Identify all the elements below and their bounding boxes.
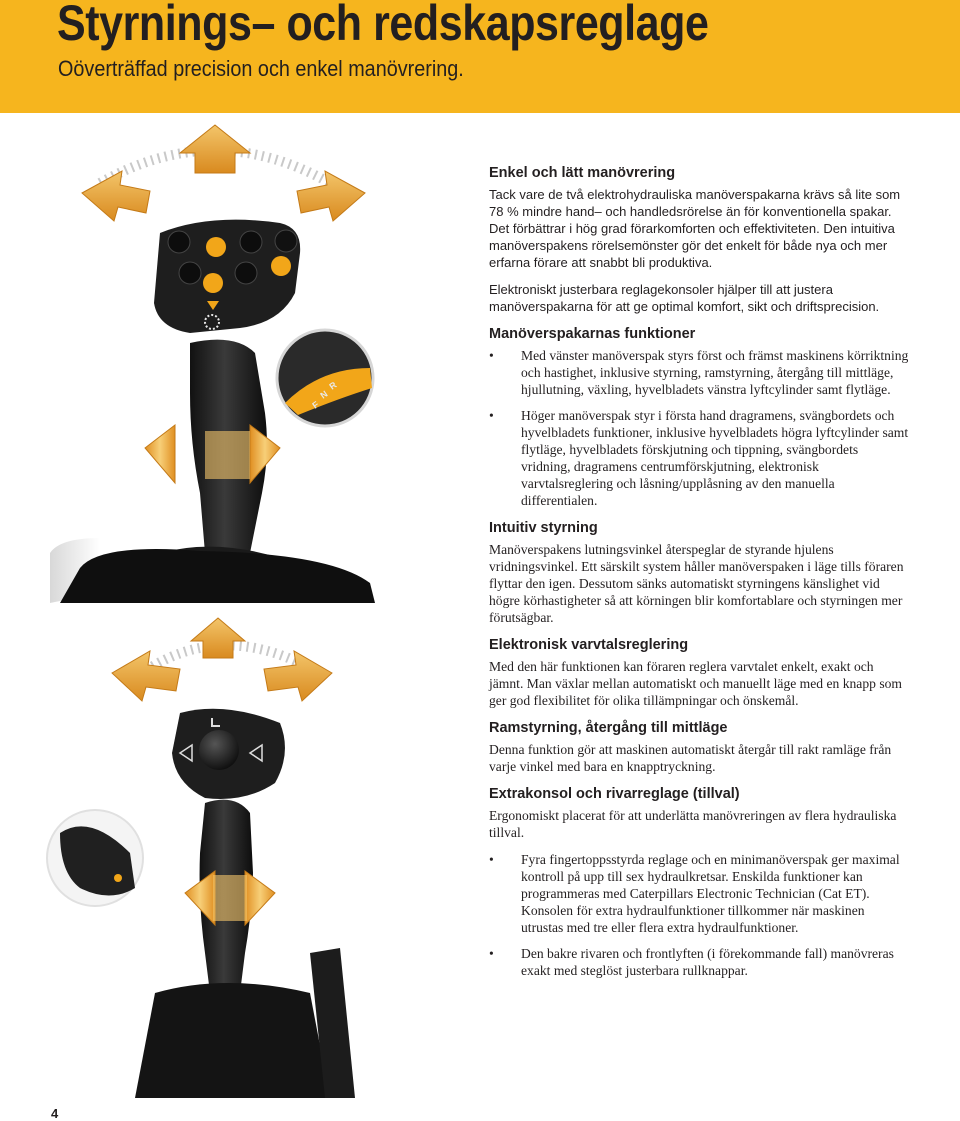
section-paragraph: Denna funktion gör att maskinen automatiskt återgår till rakt ramläge från varje vinkel med bara en knapptryckning.	[489, 742, 892, 774]
button-icon	[240, 231, 262, 253]
list-item: • Höger manöverspak styr i första hand dragramens, svängbordets och hyvelbladets funktioner, inklusive hyvelbladets högra lyftcylinder samt flytläge, hyvelbladets förskjutning och tippning, svängbordets vridning, dragramens centrumförskjutning, elektronisk varvtalsreglering och låsning/upplåsning av den manuella differentialen.	[489, 408, 909, 508]
mini-joystick-knob-icon	[199, 730, 239, 770]
bottom-joystick-photo	[47, 618, 355, 1098]
bullet-list	[489, 347, 909, 509]
section-heading: Enkel och lätt manövrering	[489, 165, 676, 181]
shift-letter-r: R	[327, 379, 339, 392]
rotate-left-arrow-icon	[145, 425, 175, 483]
section-paragraph: Tack vare de två elektrohydrauliska manöverspakarna krävs så lite som 78 % mindre hand– och handledsrörelse än för konventionella spakar. Det förbättrar i hög grad förarkomforten och effektiviteten. Den intuitiva manöverspakens rörelsemönster gör det enkelt för både nya och mer erfarna förare att snabbt bli produktiva.	[489, 187, 901, 270]
button-icon	[235, 262, 257, 284]
page-number: 4	[51, 1106, 59, 1121]
section-paragraph: Ergonomiskt placerat för att underlätta manövreringen av flera hydrauliska tillval.	[489, 808, 897, 840]
bullet-list	[489, 851, 909, 979]
top-joystick-photo	[50, 125, 375, 603]
section-heading: Ramstyrning, återgång till mittläge	[489, 720, 728, 736]
joystick-illustration	[40, 113, 485, 1098]
button-icon	[275, 230, 297, 252]
list-item-text: Den bakre rivaren och frontlyften (i förekommande fall) manövreras exakt med steglöst justerbara rullknappar.	[521, 946, 894, 978]
section-paragraph: Manöverspakens lutningsvinkel återspeglar de styrande hjulens vridningsvinkel. Ett särskilt system håller manöverspaken i läge tills föraren flyttar den igen. Dessutom sänks automatiskt styrningens känslighet vid högre körhastigheter så att körningen blir komfortablare och styrningen mer förutsägbar.	[489, 542, 904, 625]
header-band	[0, 0, 960, 113]
left-arrow-icon	[82, 171, 150, 221]
section-heading: Elektronisk varvtalsreglering	[489, 637, 689, 653]
list-item-text: Fyra fingertoppsstyrda reglage och en minimanöverspak ger maximal kontroll på upp till sex hydraulkretsar. Enskilda funktioner kan programmeras med Caterpillars Electronic Technician (Cat ET). Konsolen för extra hydraulfunktioner tillkommer när maskinen utrustas med tre eller flera extra hydraulfunktioner.	[521, 852, 900, 935]
list-item: • Den bakre rivaren och frontlyften (i förekommande fall) manövreras exakt med steglöst justerbara rullknappar.	[489, 946, 894, 978]
orange-button-icon	[203, 273, 223, 293]
orange-button-icon	[206, 237, 226, 257]
text-column	[489, 164, 909, 989]
shift-letter-n: N	[318, 388, 330, 401]
section-heading: Manöverspakarnas funktioner	[489, 326, 696, 342]
list-item: • Med vänster manöverspak styrs först och främst maskinens körriktning och hastighet, inklusive styrning, ramstyrning, återgång till mittläge, hjullutning, växling, hyvelbladets vänstra lyftcylinder samt flytläge.	[489, 348, 909, 397]
list-item: • Fyra fingertoppsstyrda reglage och en minimanöverspak ger maximal kontroll på upp till sex hydraulkretsar. Enskilda funktioner kan programmeras med Caterpillars Electronic Technician (Cat ET). Konsolen för extra hydraulfunktioner tillkommer när maskinen utrustas med tre eller flera extra hydraulfunktioner.	[489, 852, 900, 935]
button-icon	[179, 262, 201, 284]
page-subtitle: Oöverträffad precision och enkel manövrering.	[58, 56, 464, 81]
section-paragraph: Elektroniskt justerbara reglagekonsoler hjälper till att justera manöverspakarna för att ge optimal komfort, sikt och driftsprecision.	[489, 282, 880, 314]
shift-letter-f: F	[310, 399, 321, 411]
list-item-text: Med vänster manöverspak styrs först och främst maskinens körriktning och hastighet, inklusive styrning, ramstyrning, återgång till mittläge, hjullutning, växling, hyvelbladets vänstra lyftcylinder samt flytläge.	[521, 348, 909, 397]
page-title: Styrnings– och redskapsreglage	[57, 0, 709, 51]
rotate-right-arrow-icon	[245, 871, 275, 925]
up-arrow-icon	[180, 125, 250, 173]
button-icon	[168, 231, 190, 253]
section-heading: Extrakonsol och rivarreglage (tillval)	[489, 786, 740, 802]
list-item-text: Höger manöverspak styr i första hand dragramens, svängbordets och hyvelbladets funktioner, inklusive hyvelbladets högra lyftcylinder samt flytläge, hyvelbladets förskjutning och tippning, svängbordets vridning, dragramens centrumförskjutning, elektronisk varvtalsreglering och låsning/upplåsning av den manuella differentialen.	[521, 408, 909, 508]
section-paragraph: Med den här funktionen kan föraren reglera varvtalet enkelt, exakt och jämnt. Man växlar mellan automatiskt och manuellt läge med en knapp som ger god flexibilitet för olika tillämpningar och önskemål.	[489, 659, 902, 708]
orange-button-icon	[271, 256, 291, 276]
right-arrow-icon	[264, 651, 332, 701]
left-arrow-icon	[112, 651, 180, 701]
joystick-photos	[40, 113, 485, 1098]
section-heading: Intuitiv styrning	[489, 520, 598, 536]
right-arrow-icon	[297, 171, 365, 221]
